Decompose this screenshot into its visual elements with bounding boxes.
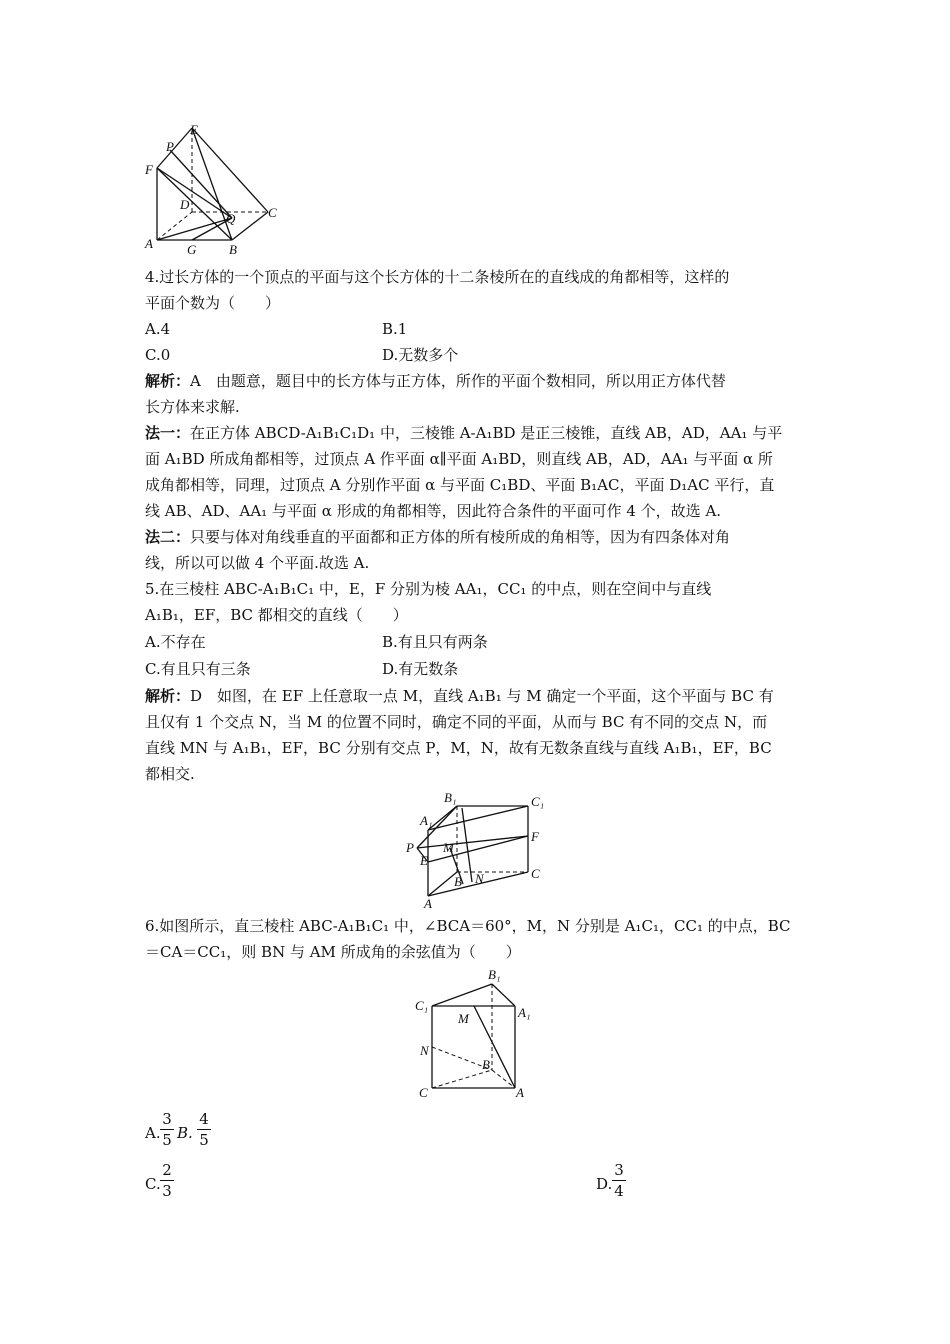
fraction-bar [197, 1129, 211, 1130]
label-P: P [406, 840, 414, 855]
figure-pyramid [140, 120, 290, 260]
label-Q: Q [226, 211, 236, 226]
q6-option-b-denominator: 5 [199, 1131, 209, 1149]
q5-option-d: D.有无数条 [382, 660, 459, 678]
q5-solution-line1 [145, 686, 774, 706]
q4-solution-label: 解析： [145, 372, 191, 390]
label-N: N [475, 871, 484, 886]
q6-option-d-prefix: D. [596, 1175, 613, 1193]
q5-solution-line4: 都相交. [145, 765, 195, 783]
q4-method1-label: 法一： [145, 424, 191, 442]
label-E: E [420, 853, 428, 868]
q4-method1-line4: 线 AB、AD、AA₁ 与平面 α 形成的角都相等，因此符合条件的平面可作 4 个，故选 A. [145, 502, 722, 520]
label-B: B [454, 874, 462, 889]
label-M: M [443, 840, 454, 855]
q4-solution-line2: 长方体来求解. [145, 398, 240, 416]
q4-method2-label: 法二： [145, 528, 191, 546]
label-N: N [420, 1043, 429, 1058]
q6-option-d-numerator: 3 [614, 1161, 624, 1179]
q6-option-a-fraction [160, 1110, 174, 1149]
q4-method1-line2: 面 A₁BD 所成角都相等，过顶点 A 作平面 α∥平面 A₁BD，则直线 AB，AD，AA₁ 与平面 α 所 [145, 450, 773, 468]
q6-option-a-denominator: 5 [162, 1131, 172, 1149]
q5-solution-line3: 直线 MN 与 A₁B₁，EF，BC 分别有交点 P，M，N，故有无数条直线与直线 A₁B₁，EF，BC [145, 739, 772, 757]
q6-option-c-numerator: 2 [162, 1161, 172, 1179]
label-B1: B₁ [444, 790, 457, 805]
q6-option-d-denominator: 4 [614, 1182, 624, 1200]
label-M: M [458, 1011, 469, 1026]
q5-stem-line2: A₁B₁，EF，BC 都相交的直线（ ） [145, 606, 408, 624]
fraction-bar [160, 1180, 174, 1181]
label-C: C [531, 866, 540, 881]
q6-option-a-prefix: A. [145, 1124, 161, 1142]
q6-option-b-fraction [197, 1110, 211, 1149]
q4-solution-text1: A 由题意，题目中的长方体与正方体，所作的平面个数相同，所以用正方体代替 [190, 372, 726, 390]
label-E: E [190, 122, 198, 137]
label-F: F [145, 162, 153, 177]
q6-option-a-numerator: 3 [162, 1110, 172, 1128]
q4-stem-line2: 平面个数为（ ） [145, 294, 281, 312]
figure-prism-q6 [410, 965, 550, 1105]
label-D: D [180, 197, 190, 212]
q4-method1-line1 [145, 423, 782, 443]
label-C: C [268, 205, 277, 220]
q4-method2-line2: 线，所以可以做 4 个平面.故选 A. [145, 554, 370, 572]
figure-prism-q5 [400, 790, 560, 910]
label-B1: B₁ [488, 967, 501, 982]
label-C1: C₁ [415, 998, 429, 1013]
q4-option-c: C.0 [145, 346, 171, 364]
q6-option-c-fraction [160, 1161, 174, 1200]
label-B: B [482, 1057, 490, 1072]
fraction-bar [160, 1129, 174, 1130]
q4-method2-text1: 只要与体对角线垂直的平面都和正方体的所有棱所成的角相等，因为有四条体对角 [190, 528, 731, 546]
label-G: G [187, 242, 197, 257]
q4-option-b: B.1 [382, 320, 408, 338]
q4-method1-text1: 在正方体 ABCD-A₁B₁C₁D₁ 中，三棱锥 A-A₁BD 是正三棱锥，直线 AB，AD，AA₁ 与平 [190, 424, 783, 442]
q6-option-c-denominator: 3 [162, 1182, 172, 1200]
q5-option-b: B.有且只有两条 [382, 633, 488, 651]
label-A: A [516, 1085, 524, 1100]
q4-stem-line1: 4.过长方体的一个顶点的平面与这个长方体的十二条棱所在的直线成的角都相等，这样的 [145, 268, 730, 286]
q5-solution-label: 解析： [145, 687, 191, 705]
label-B: B [229, 242, 237, 257]
label-F: F [531, 829, 539, 844]
q6-option-d-fraction [612, 1161, 626, 1200]
q5-solution-text1: D 如图，在 EF 上任意取一点 M，直线 A₁B₁ 与 M 确定一个平面，这个平面与 BC 有 [190, 687, 774, 705]
q6-stem-line1: 6.如图所示，直三棱柱 ABC-A₁B₁C₁ 中，∠BCA＝60°，M，N 分别是 A₁C₁，CC₁ 的中点，BC [145, 917, 791, 935]
q5-solution-line2: 且仅有 1 个交点 N，当 M 的位置不同时，确定不同的平面，从而与 BC 有不同的交点 N，而 [145, 713, 768, 731]
label-A: A [424, 896, 432, 910]
q4-method1-line3: 成角都相等，同理，过顶点 A 分别作平面 α 与平面 C₁BD、平面 B₁AC，平面 D₁AC 平行，直 [145, 476, 775, 494]
label-A1: A₁ [420, 813, 433, 828]
label-P: P [166, 139, 174, 154]
q4-option-d: D.无数多个 [382, 346, 459, 364]
q4-method2-line1 [145, 527, 730, 547]
fraction-bar [612, 1180, 626, 1181]
q5-option-c: C.有且只有三条 [145, 660, 251, 678]
q5-stem-line1: 5.在三棱柱 ABC-A₁B₁C₁ 中，E，F 分别为棱 AA₁，CC₁ 的中点，则在空间中与直线 [145, 580, 712, 598]
q6-stem-line2: ＝CA＝CC₁，则 BN 与 AM 所成角的余弦值为（ ） [145, 943, 521, 961]
label-C: C [419, 1085, 428, 1100]
q4-solution-line1 [145, 371, 726, 391]
label-C1: C₁ [531, 794, 545, 809]
q5-option-a: A.不存在 [145, 633, 206, 651]
q6-option-c-prefix: C. [145, 1175, 161, 1193]
q4-option-a: A.4 [145, 320, 171, 338]
label-A1: A₁ [518, 1005, 531, 1020]
q6-option-b-prefix: B. [177, 1124, 193, 1142]
label-A: A [145, 236, 153, 251]
q6-option-b-numerator: 4 [199, 1110, 209, 1128]
